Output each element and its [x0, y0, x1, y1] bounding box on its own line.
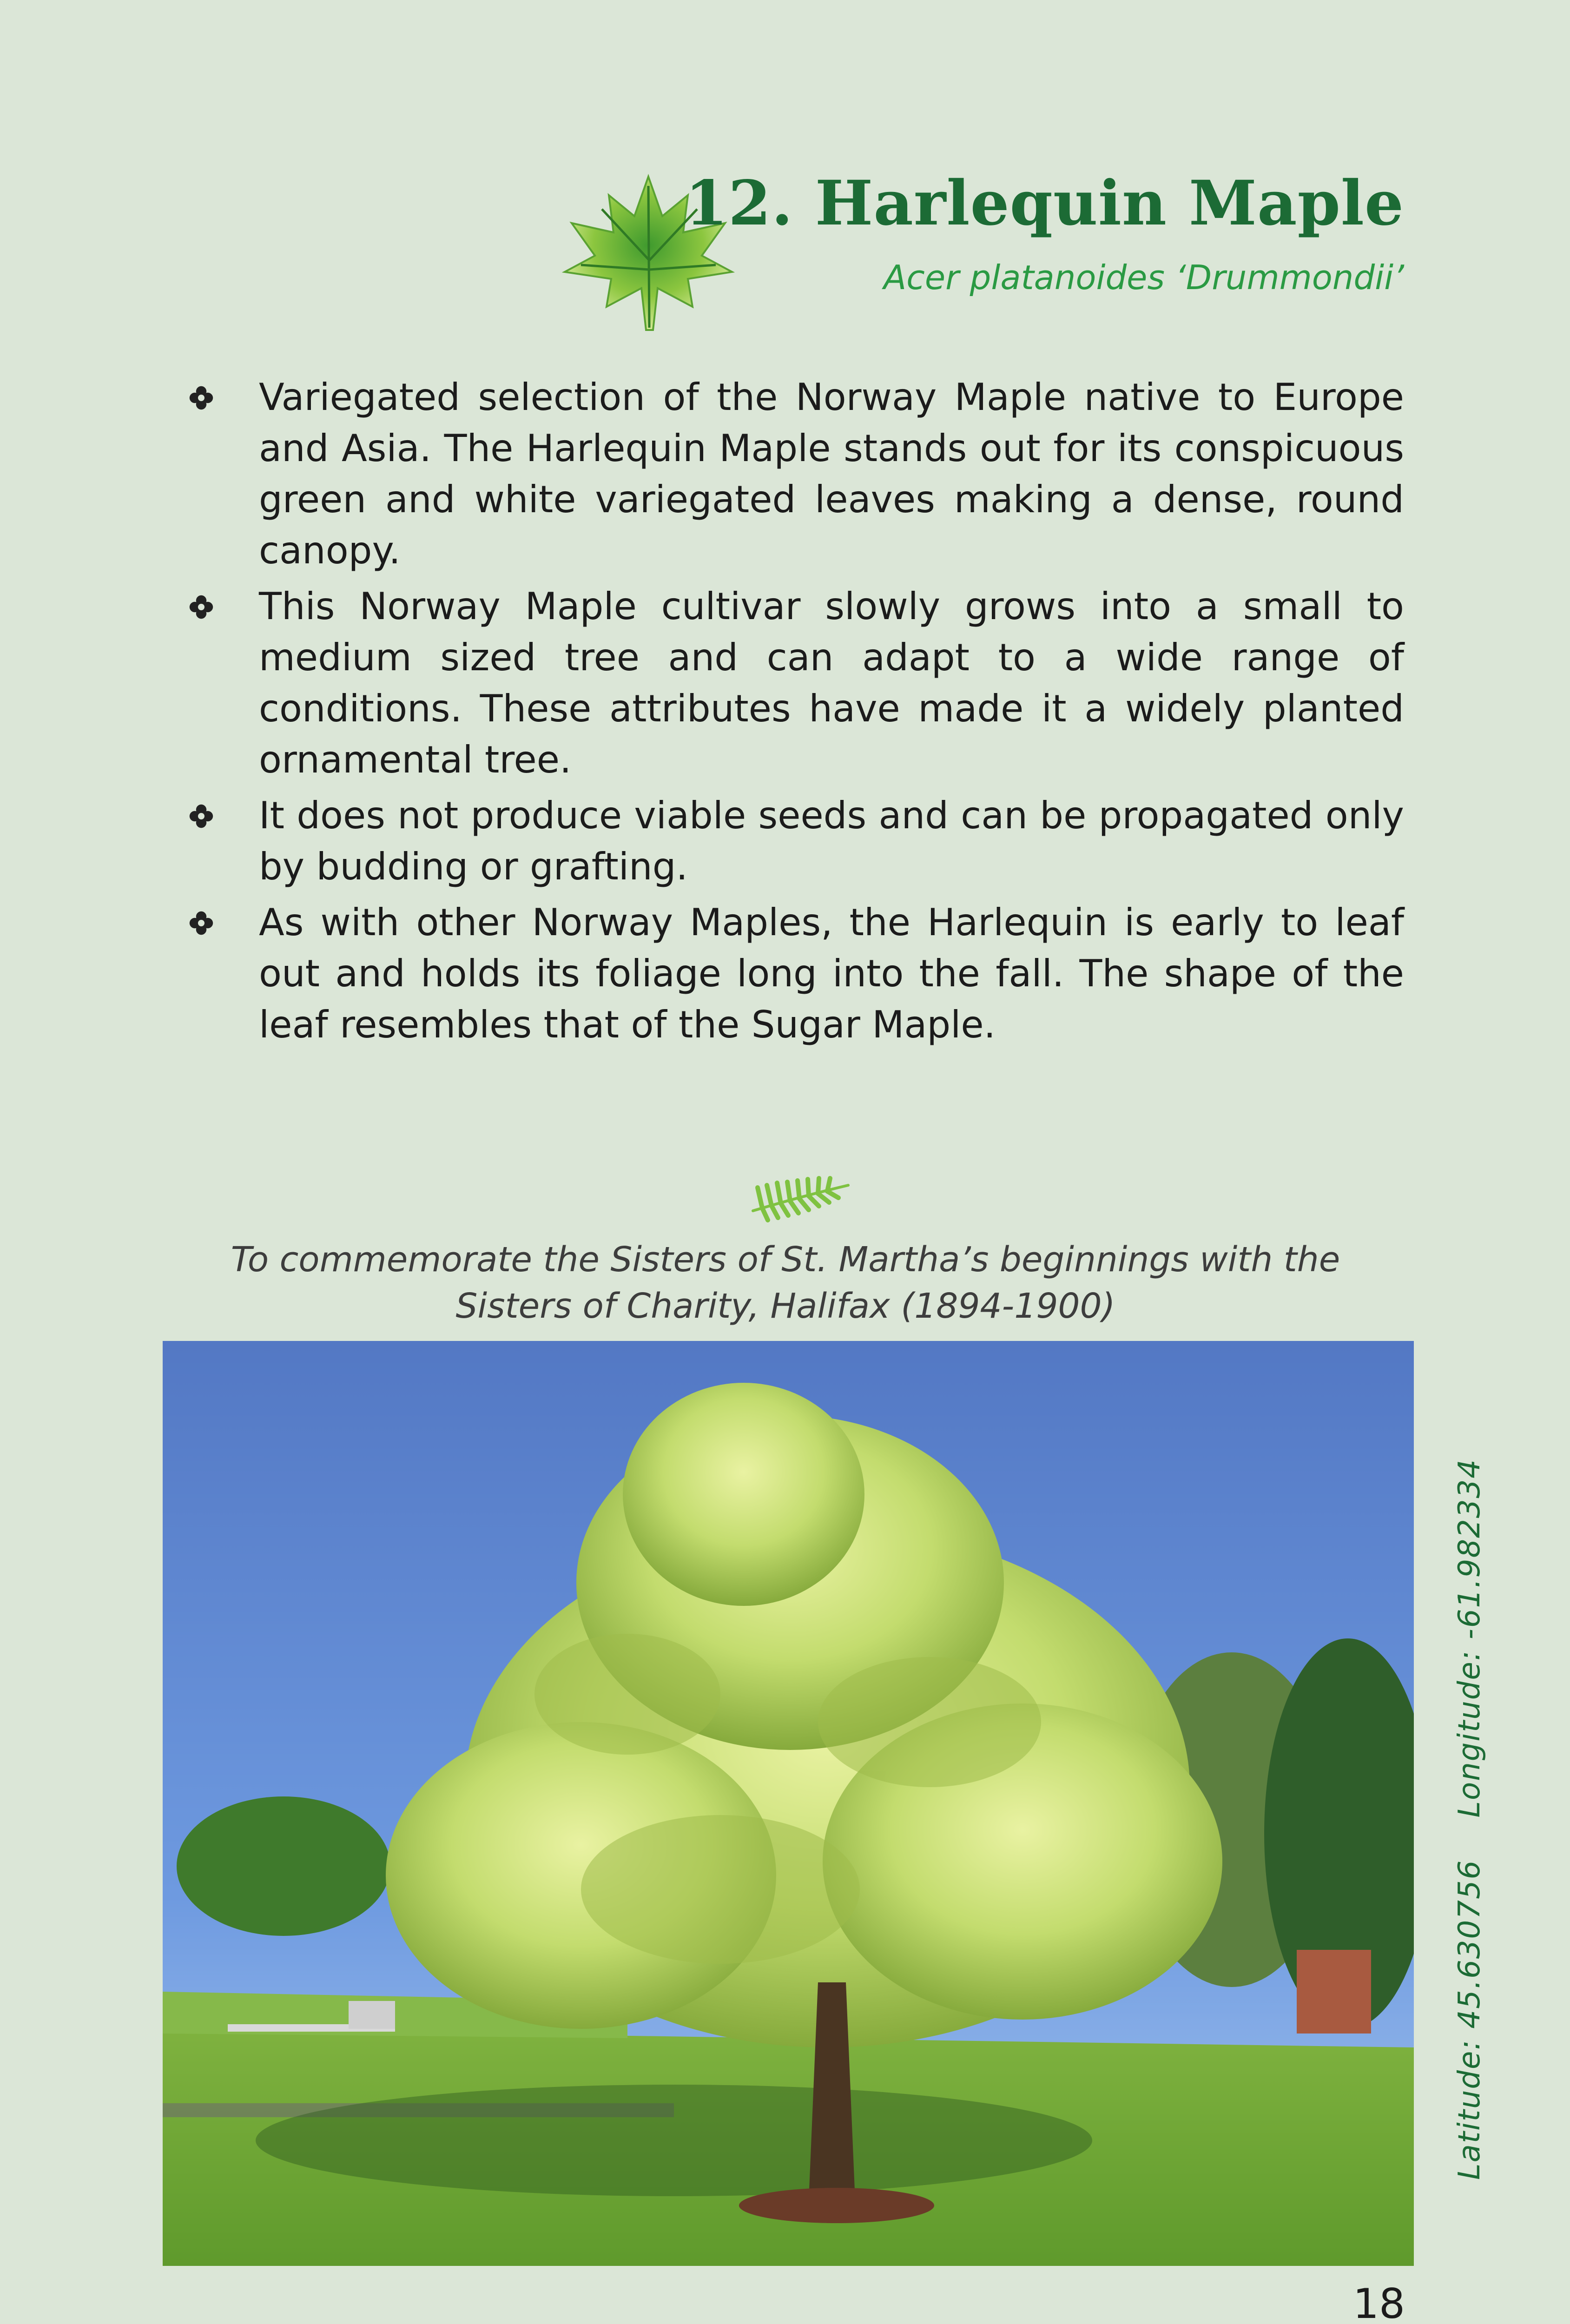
flower-bullet-icon: [188, 803, 214, 829]
flower-bullet-icon: [188, 594, 214, 620]
flower-bullet-icon: [188, 385, 214, 411]
gps-coordinates: [1452, 1459, 1487, 2180]
list-item: [188, 897, 1404, 1050]
bullet-text: As with other Norway Maples, the Harlequin is early to leaf out and holds its foliage long into the fall. The shape of the leaf resembles that of the Sugar Maple.: [259, 901, 1404, 1046]
photo-caption: [139, 1236, 1431, 1329]
list-item: [188, 372, 1404, 576]
bullet-text: It does not produce viable seeds and can be propagated only by budding or grafting.: [259, 794, 1404, 888]
latitude: Latitude: 45.630756: [1452, 1859, 1487, 2180]
caption-line-1: To commemorate the Sisters of St. Martha’s beginnings with the: [231, 1240, 1340, 1280]
fact-list: [188, 372, 1404, 1055]
list-item: [188, 790, 1404, 892]
list-item: [188, 581, 1404, 786]
fern-sprig-icon: [744, 1169, 855, 1225]
tree-photo: [163, 1341, 1414, 2266]
caption-line-2: Sisters of Charity, Halifax (1894-1900): [455, 1286, 1115, 1326]
bullet-text: This Norway Maple cultivar slowly grows into a small to medium sized tree and can adapt to a wide range of conditions. These attributes have made it a widely planted ornamental tree.: [259, 585, 1404, 781]
flower-bullet-icon: [188, 910, 214, 936]
longitude: Longitude: -61.982334: [1452, 1459, 1487, 1818]
scientific-name: Acer platanoides ‘Drummondii’: [883, 258, 1404, 297]
bullet-text: Variegated selection of the Norway Maple native to Europe and Asia. The Harlequin Maple stands out for its conspicuous green and white variegated leaves making a dense, round canopy.: [259, 376, 1404, 572]
page-title: 12. Harlequin Maple: [685, 167, 1404, 239]
page-number: 18: [1353, 2280, 1405, 2324]
